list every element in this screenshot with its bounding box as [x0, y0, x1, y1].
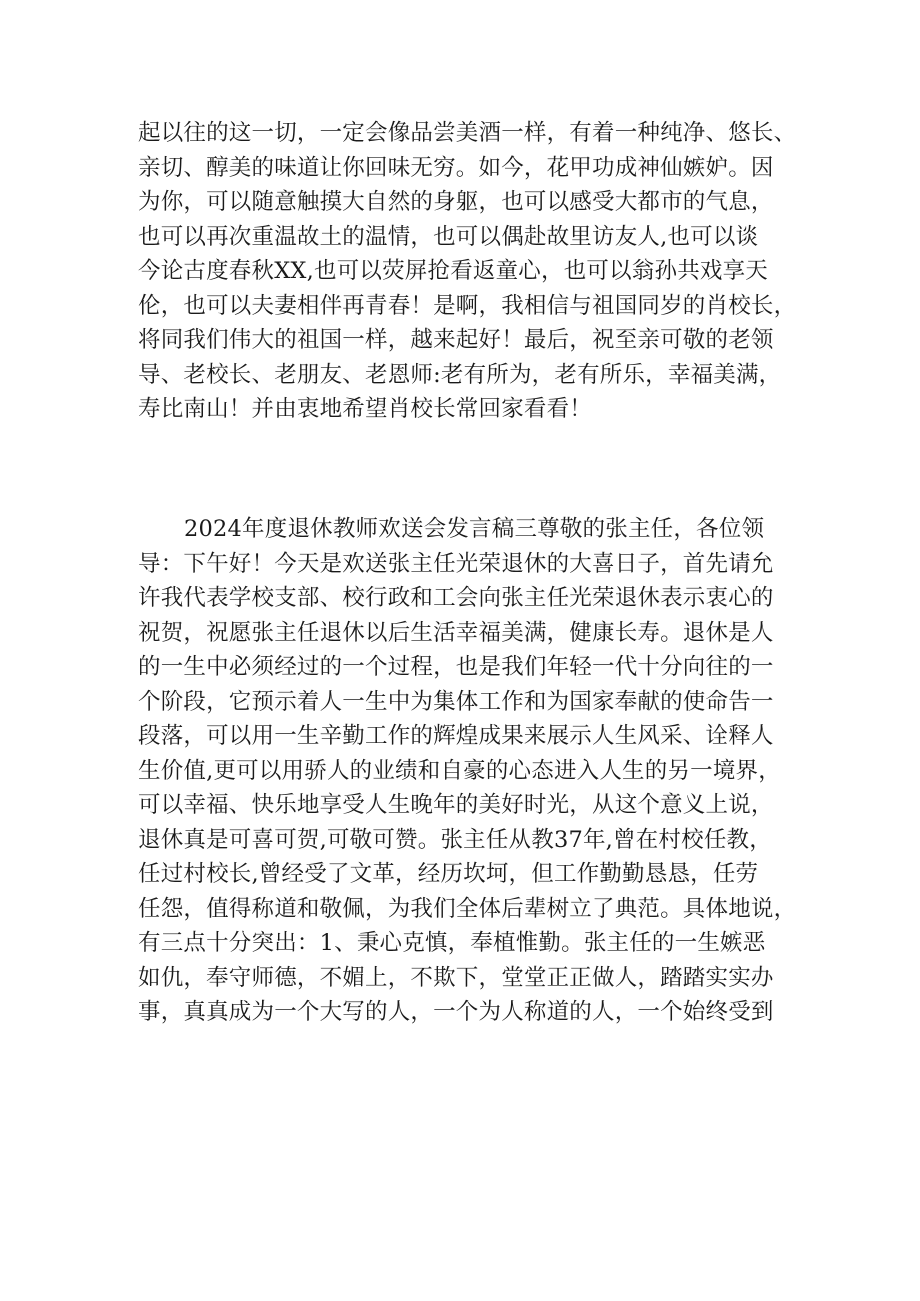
text-line: 亲切、醇美的味道让你回味无穷。如今，花甲功成神仙嫉妒。因	[138, 154, 774, 181]
text-line: 有三点十分突出：1、秉心克慎，奉植惟勤。张主任的一生嫉恶	[138, 930, 766, 956]
text-line: 也可以再次重温故土的温情，也可以偶赴故里访友人,也可以谈	[138, 223, 759, 250]
text-line: 事，真真成为一个大写的人，一个为人称道的人，一个始终受到	[138, 999, 774, 1025]
text-line: 任过村校长,曾经受了文革，经历坎坷，但工作勤勤恳恳，任劳	[138, 861, 759, 887]
text-line: 个阶段，它预示着人一生中为集体工作和为国家奉献的使命告一	[138, 688, 774, 715]
text-line: 祝贺，祝愿张主任退休以后生活幸福美满，健康长寿。退休是人	[138, 619, 774, 646]
text-line: 今论古度春秋XX,也可以荧屏抢看返童心，也可以翁孙共戏享天	[138, 258, 768, 284]
text-line: 起以往的这一切，一定会像品尝美酒一样，有着一种纯净、悠长、	[138, 120, 797, 146]
text-line: 如仇，奉守师德，不媚上，不欺下，堂堂正正做人，踏踏实实办	[138, 964, 774, 991]
text-line: 导、老校长、老朋友、老恩师:老有所为，老有所乐，幸福美满，	[138, 361, 782, 388]
text-line: 段落，可以用一生辛勤工作的辉煌成果来展示人生风采、诠释人	[138, 723, 774, 749]
paragraph-1	[138, 116, 838, 427]
text-line: 为你，可以随意触摸大自然的身躯，也可以感受大都市的气息，	[138, 189, 774, 215]
text-line: 伦，也可以夫妻相伴再青春！是啊，我相信与祖国同岁的肖校长，	[138, 292, 797, 319]
text-line: 的一生中必须经过的一个过程，也是我们年轻一代十分向往的一	[138, 654, 774, 680]
text-line: 寿比南山！并由衷地希望肖校长常回家看看！	[138, 396, 593, 422]
text-line: 许我代表学校支部、校行政和工会向张主任光荣退休表示衷心的	[138, 585, 774, 611]
text-line: 可以幸福、快乐地享受人生晚年的美好时光，从这个意义上说，	[138, 792, 774, 818]
paragraph-2	[138, 512, 838, 1030]
text-line: 生价值,更可以用骄人的业绩和自豪的心态进入人生的另一境界，	[138, 757, 781, 784]
text-line: 任怨，值得称道和敬佩，为我们全体后辈树立了典范。具体地说，	[138, 895, 797, 922]
text-line: 将同我们伟大的祖国一样，越来起好！最后，祝至亲可敬的老领	[138, 327, 774, 353]
text-line: 退休真是可喜可贺,可敬可赞。张主任从教37年,曾在村校任教，	[138, 826, 772, 853]
text-line-first: 2024年度退休教师欢送会发言稿三尊敬的张主任，各位领	[184, 516, 765, 542]
text-line: 导：下午好！今天是欢送张主任光荣退休的大喜日子，首先请允	[138, 550, 774, 577]
